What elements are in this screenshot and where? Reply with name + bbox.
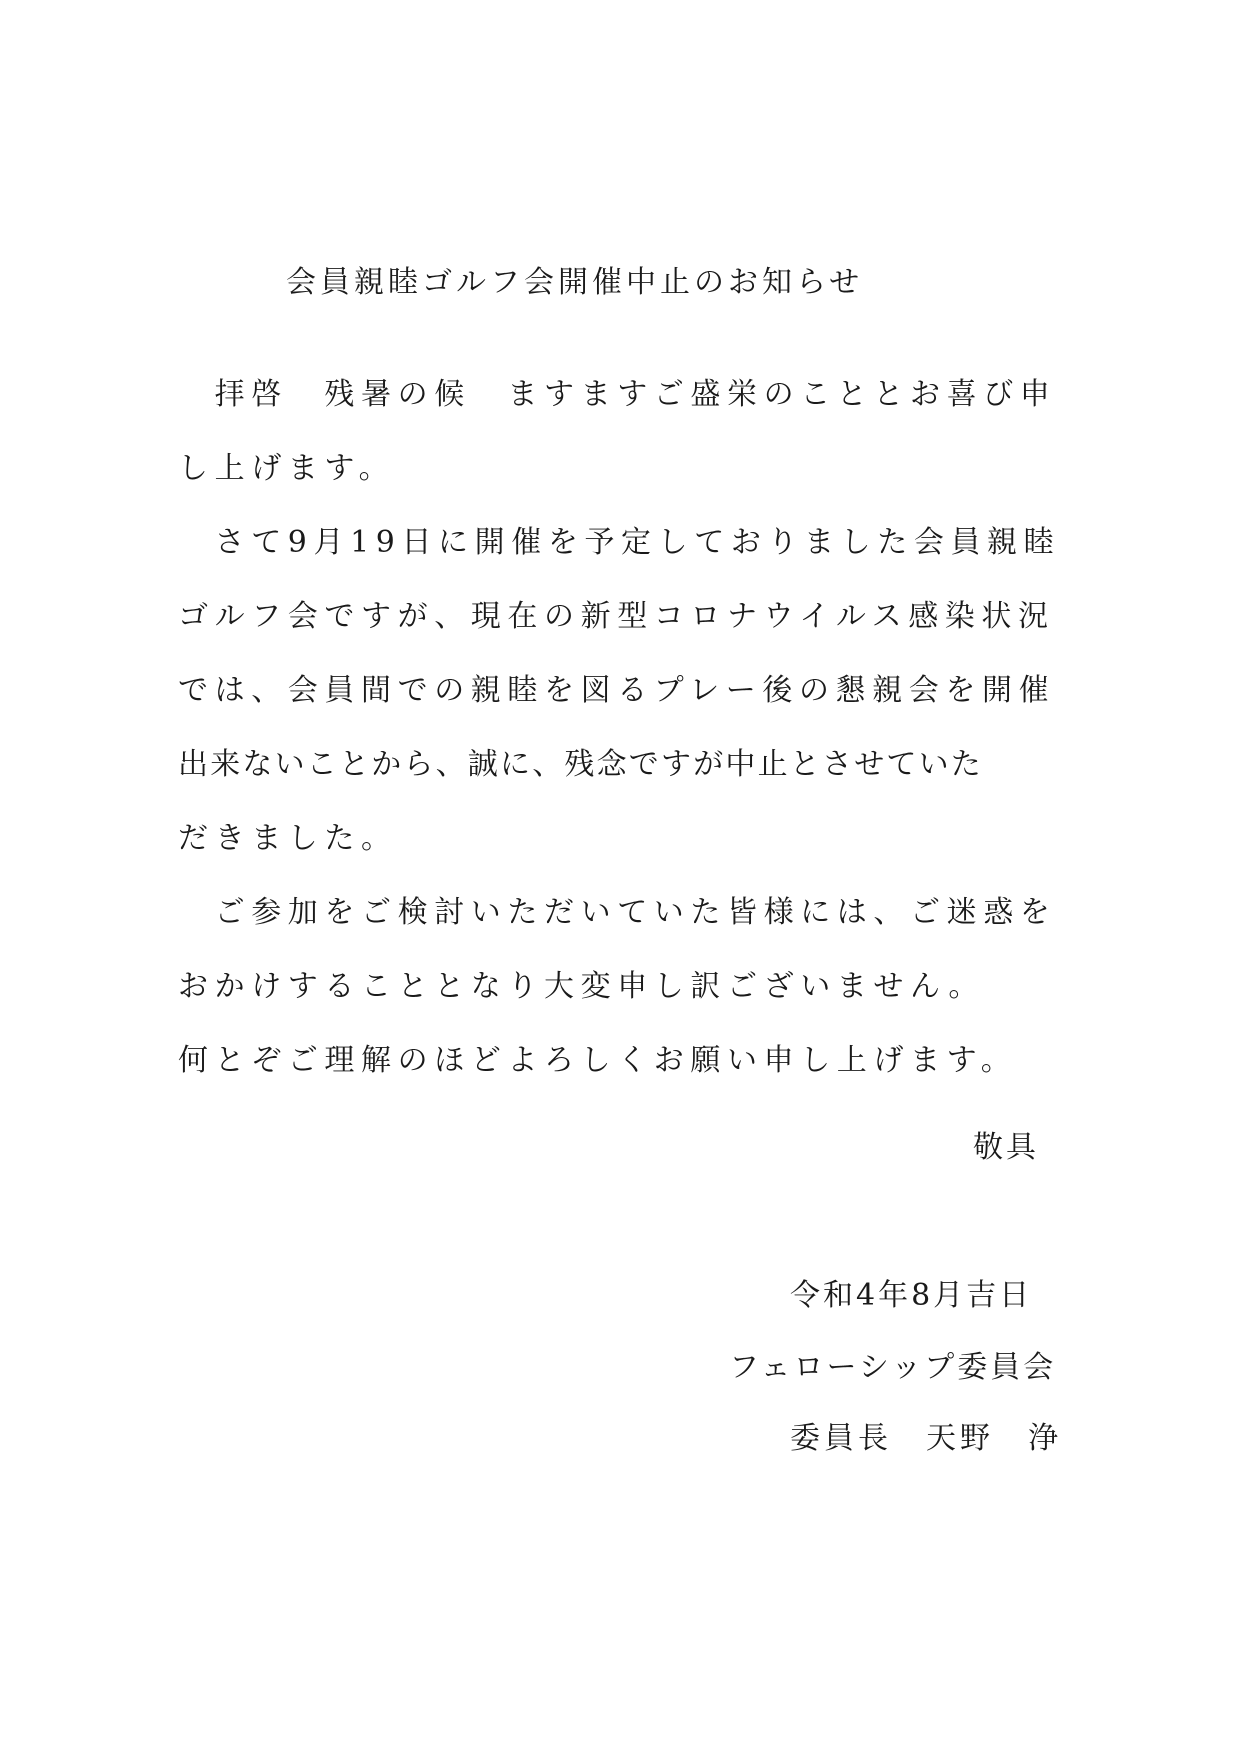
letter-body xyxy=(178,370,1061,1110)
body-line: ゴルフ会ですが、現在の新型コロナウイルス感染状況 xyxy=(178,599,1055,634)
organization-name: フェローシップ委員会 xyxy=(729,1350,1057,1385)
body-line: おかけすることとなり大変申し訳ございません。 xyxy=(178,969,985,1004)
body-line: さて9月19日に開催を予定しておりました会員親睦 xyxy=(178,525,1061,560)
body-line: では、会員間での親睦を図るプレー後の懇親会を開催 xyxy=(178,673,1056,708)
document-title: 会員親睦ゴルフ会開催中止のお知らせ xyxy=(286,265,864,300)
body-line: だきました。 xyxy=(178,821,398,856)
body-line: ご参加をご検討いただいていた皆様には、ご迷惑を xyxy=(178,895,1057,930)
body-line: 何とぞご理解のほどよろしくお願い申し上げます。 xyxy=(178,1043,1018,1078)
closing-word: 敬具 xyxy=(973,1130,1039,1165)
signer-name: 委員長 天野 浄 xyxy=(790,1421,1062,1456)
body-line: し上げます。 xyxy=(178,451,396,486)
issue-date: 令和4年8月吉日 xyxy=(790,1278,1033,1313)
body-line: 拝啓 残暑の候 ますますご盛栄のこととお喜び申 xyxy=(178,377,1057,412)
body-line: 出来ないことから、誠に、残念ですが中止とさせていた xyxy=(178,747,983,782)
